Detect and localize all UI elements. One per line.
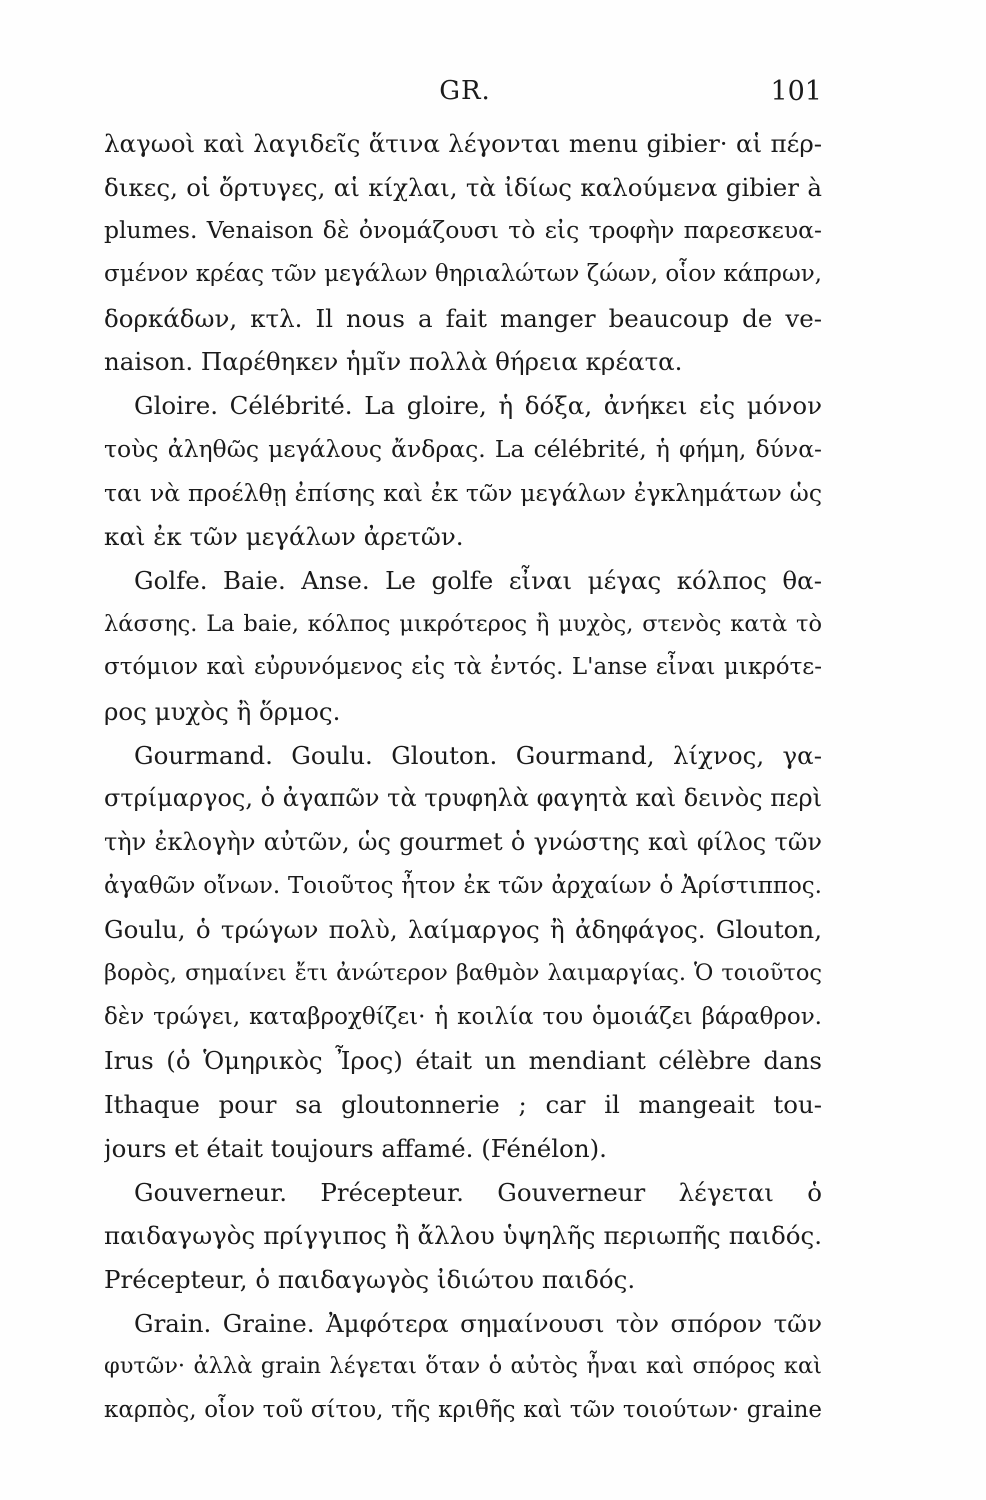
- text-line: σμένον κρέας τῶν μεγάλων θηριαλώτων ζώων, οἷον κάπρων,: [104, 261, 822, 288]
- text-line: λαγωοὶ καὶ λαγιδεῖς ἅτινα λέγονται menu gibier· αἱ πέρ-: [104, 129, 822, 158]
- text-line: βορὸς, σημαίνει ἔτι ἀνώτερον βαθμὸν λαιμαργίας. Ὁ τοιοῦτος: [104, 960, 822, 987]
- text-line: Goulu, ὁ τρώγων πολὺ, λαίμαργος ἢ ἀδηφάγος. Glouton,: [104, 915, 822, 945]
- text-line: Golfe. Baie. Anse. Le golfe εἶναι μέγας κόλπος θα-: [134, 565, 822, 595]
- text-line: jours et était toujours affamé. (Fénélon).: [104, 1133, 607, 1163]
- text-line: δικες, οἱ ὄρτυγες, αἱ κίχλαι, τὰ ἰδίως καλούμενα gibier à: [104, 172, 822, 202]
- text-line: στόμιον καὶ εὐρυνόμενος εἰς τὰ ἐντός. L'anse εἶναι μικρότε-: [104, 654, 822, 681]
- text-line: ται νὰ προέλθῃ ἐπίσης καὶ ἐκ τῶν μεγάλων ἐγκλημάτων ὡς: [104, 478, 822, 507]
- text-line: Irus (ὁ Ὁμηρικὸς Ἶρος) était un mendiant célèbre dans: [104, 1046, 822, 1076]
- text-line: δὲν τρώγει, καταβροχθίζει· ἡ κοιλία του ὁμοιάζει βάραθρον.: [104, 1003, 822, 1030]
- page-header: [108, 74, 822, 114]
- text-line: naison. Παρέθηκεν ἡμῖν πολλὰ θήρεια κρέατα.: [104, 347, 683, 377]
- text-line: Grain. Graine. Ἀμφότερα σημαίνουσι τὸν σπόρον τῶν: [134, 1308, 822, 1338]
- text-line: καρπὸς, οἷον τοῦ σίτου, τῆς κριθῆς καὶ τῶν τοιούτων· graine: [104, 1396, 822, 1423]
- text-line: Ithaque pour sa gloutonnerie ; car il mangeait tou-: [104, 1090, 822, 1120]
- text-line: ρος μυχὸς ἢ ὅρμος.: [104, 696, 341, 726]
- body-text: [104, 122, 822, 1433]
- running-head: GR.: [439, 76, 491, 106]
- text-line: plumes. Venaison δὲ ὀνομάζουσι τὸ εἰς τροφὴν παρεσκευα-: [104, 216, 822, 245]
- text-line: Précepteur, ὁ παιδαγωγὸς ἰδιώτου παιδός.: [104, 1264, 636, 1294]
- text-line: παιδαγωγὸς πρίγγιπος ἢ ἄλλου ὑψηλῆς περιωπῆς παιδός.: [104, 1221, 822, 1251]
- text-line: τὴν ἐκλογὴν αὐτῶν, ὡς gourmet ὁ γνώστης καὶ φίλος τῶν: [104, 828, 822, 856]
- text-line: καὶ ἐκ τῶν μεγάλων ἀρετῶν.: [104, 522, 464, 552]
- text-line: λάσσης. La baie, κόλπος μικρότερος ἢ μυχὸς, στενὸς κατὰ τὸ: [104, 610, 822, 637]
- text-line: Gourmand. Goulu. Glouton. Gourmand, λίχνος, γα-: [134, 740, 822, 770]
- text-line: δορκάδων, κτλ. Il nous a fait manger beaucoup de ve-: [104, 303, 822, 333]
- text-line: τοὺς ἀληθῶς μεγάλους ἄνδρας. La célébrité, ἡ φήμη, δύνα-: [104, 434, 822, 463]
- text-line: στρίμαργος, ὁ ἀγαπῶν τὰ τρυφηλὰ φαγητὰ καὶ δεινὸς περὶ: [104, 784, 822, 813]
- text-line: ἀγαθῶν οἴνων. Τοιοῦτος ἦτον ἐκ τῶν ἀρχαίων ὁ Ἀρίστιππος.: [104, 872, 822, 899]
- page-number: 101: [770, 76, 822, 107]
- text-line: Gloire. Célébrité. La gloire, ἡ δόξα, ἀνήκει εἰς μόνον: [134, 391, 822, 421]
- text-line: φυτῶν· ἀλλὰ grain λέγεται ὅταν ὁ αὐτὸς ἦναι καὶ σπόρος καὶ: [104, 1353, 822, 1380]
- text-line: Gouverneur. Précepteur. Gouverneur λέγεται ὁ: [134, 1177, 822, 1207]
